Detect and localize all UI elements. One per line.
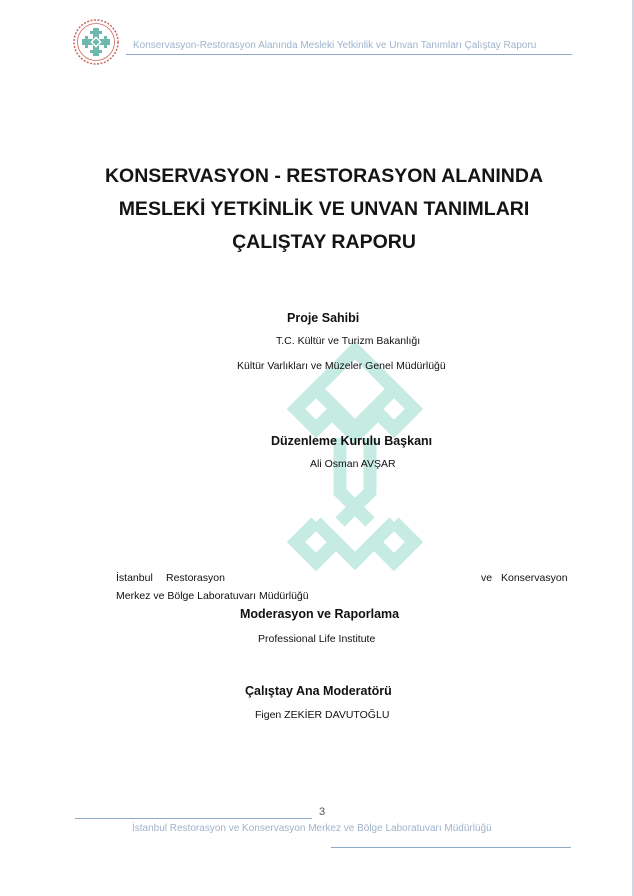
main-moderator-name: Figen ZEKİER DAVUTOĞLU [255, 709, 390, 721]
moderation-heading: Moderasyon ve Raporlama [240, 607, 400, 621]
institution-word-2: Restorasyon [166, 572, 225, 584]
footer-divider-left [75, 818, 312, 819]
institution-line-2: Merkez ve Bölge Laboratuvarı Müdürlüğü [116, 590, 309, 602]
project-owner-heading: Proje Sahibi [287, 311, 360, 325]
project-owner-ministry: T.C. Kültür ve Turizm Bakanlığı [276, 335, 421, 347]
organizing-committee-chair: Ali Osman AVŞAR [310, 458, 396, 470]
main-moderator-heading: Çalıştay Ana Moderatörü [245, 684, 392, 698]
institution-word-1: İstanbul [116, 572, 153, 584]
institution-word-3: ve [481, 572, 493, 584]
knot-motif-watermark-icon [276, 342, 434, 572]
title-line-1: KONSERVASYON - RESTORASYON ALANINDA [104, 165, 544, 187]
page-number: 3 [319, 806, 326, 818]
organizing-committee-heading: Düzenleme Kurulu Başkanı [271, 434, 433, 448]
header-divider [126, 54, 572, 55]
project-owner-directorate: Kültür Varlıkları ve Müzeler Genel Müdürlüğü [237, 360, 446, 372]
ministry-emblem-icon [72, 18, 120, 66]
title-line-2: MESLEKİ YETKİNLİK VE UNVAN TANIMLARI [118, 198, 530, 220]
document-title [60, 160, 588, 259]
title-line-3: ÇALIŞTAY RAPORU [232, 231, 416, 253]
institution-word-4: Konservasyon [501, 572, 568, 584]
running-footer: İstanbul Restorasyon ve Konservasyon Merkez ve Bölge Laboratuvarı Müdürlüğü [132, 823, 492, 834]
moderation-organization: Professional Life Institute [258, 633, 376, 645]
running-header: Konservasyon-Restorasyon Alanında Mesleki Yetkinlik ve Unvan Tanımları Çalıştay Raporu [133, 40, 537, 51]
footer-divider-right [331, 847, 571, 848]
